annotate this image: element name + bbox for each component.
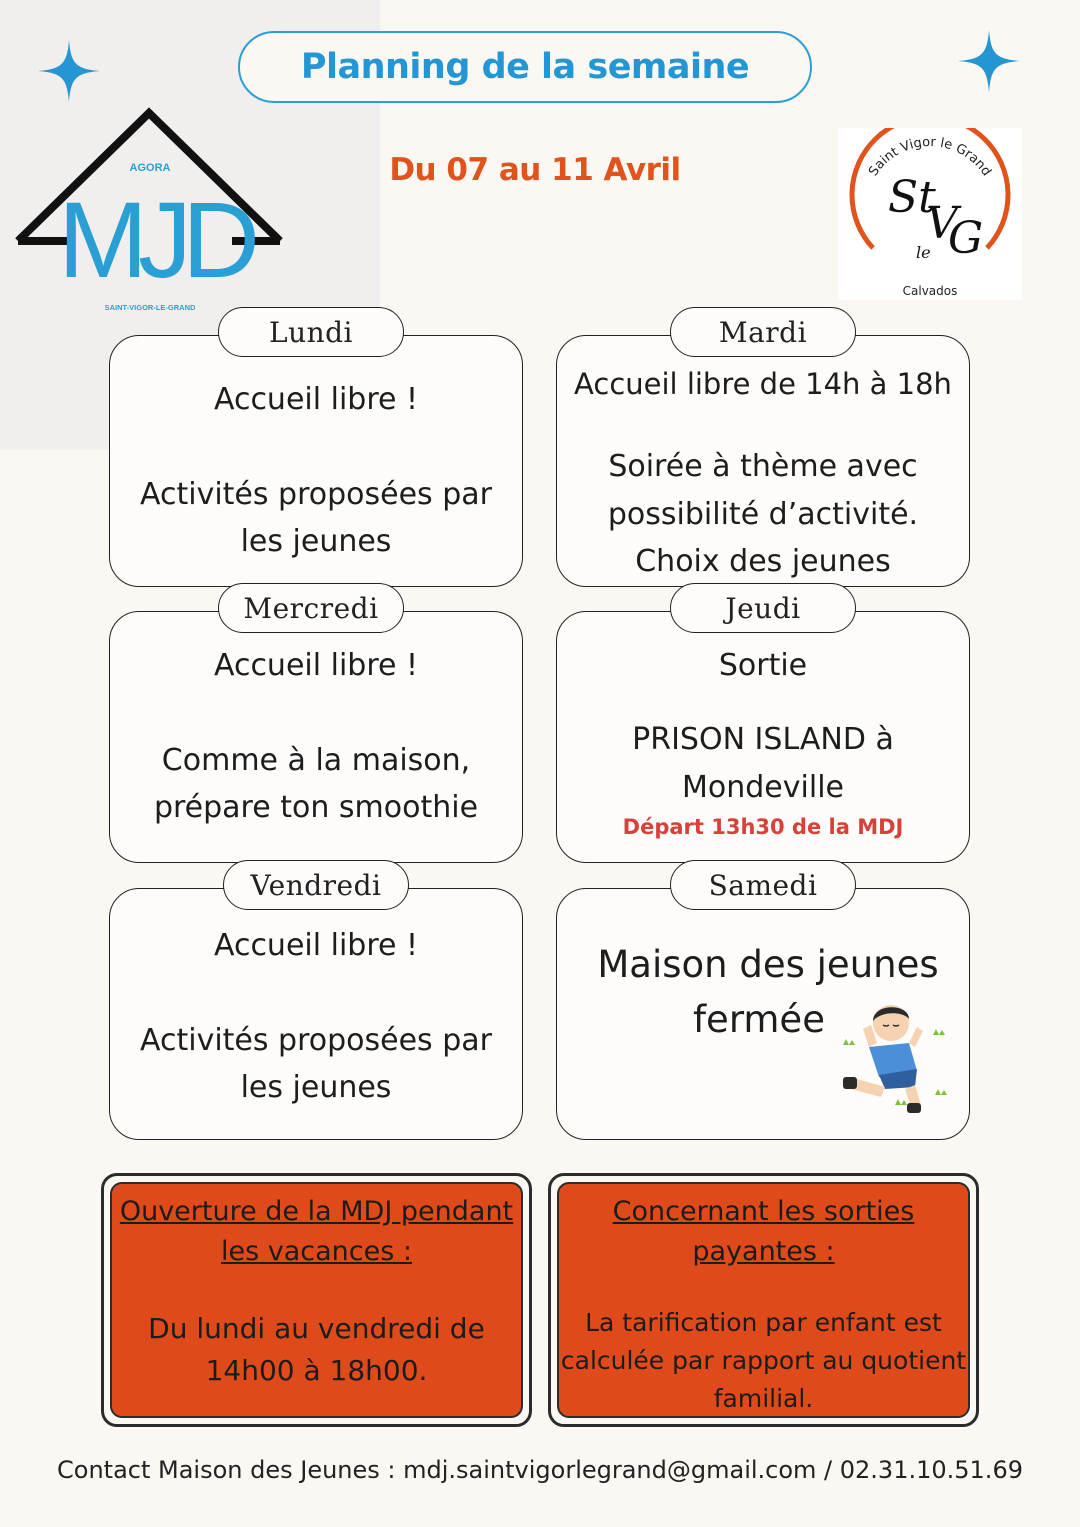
day-line: Activités proposées par [139, 477, 492, 512]
logo-letters: MJD [58, 179, 250, 300]
page-title: Planning de la semaine [238, 31, 812, 103]
day-line: Maison des jeunes [597, 943, 939, 986]
day-label-samedi: Samedi [670, 860, 856, 910]
day-line: fermée [693, 998, 825, 1041]
logo-v: V [926, 198, 958, 249]
day-line: Mondeville [682, 770, 844, 805]
day-label-mardi: Mardi [670, 307, 856, 357]
day-line: Activités proposées par [139, 1023, 492, 1058]
info-box-opening [101, 1173, 532, 1427]
day-card-vendredi [109, 888, 523, 1140]
logo-g: G [948, 213, 984, 264]
day-label-mercredi: Mercredi [218, 583, 404, 633]
day-label-lundi: Lundi [218, 307, 404, 357]
day-line: Accueil libre ! [213, 382, 419, 417]
sparkle-icon [958, 30, 1020, 92]
logo-top-text: AGORA [129, 162, 171, 174]
day-card-jeudi [556, 611, 970, 863]
info-body: 14h00 à 18h00. [205, 1354, 428, 1387]
info-box-paid-outings-panel [557, 1182, 970, 1418]
departure-note: Départ 13h30 de la MDJ [622, 815, 904, 839]
day-line: PRISON ISLAND à [632, 722, 894, 757]
day-card-samedi [556, 888, 970, 1140]
sparkle-icon [38, 40, 100, 102]
day-card-mardi [556, 335, 970, 587]
day-line: Accueil libre ! [213, 928, 419, 963]
day-line: Choix des jeunes [635, 544, 891, 579]
logo-bottom-text: SAINT-VIGOR-LE-GRAND [104, 303, 196, 312]
day-line: Accueil libre ! [213, 648, 419, 683]
info-body: La tarification par enfant est [585, 1308, 942, 1337]
day-line: Soirée à thème avec [608, 449, 918, 484]
day-label-jeudi: Jeudi [670, 583, 856, 633]
day-line: les jeunes [240, 524, 392, 559]
day-line: Sortie [718, 648, 808, 683]
info-body: familial. [713, 1384, 814, 1413]
day-line: Comme à la maison, [161, 743, 471, 778]
day-card-lundi [109, 335, 523, 587]
info-title: payantes : [692, 1236, 835, 1267]
info-body: Du lundi au vendredi de [148, 1312, 485, 1345]
mjd-logo [12, 105, 290, 317]
contact-line: Contact Maison des Jeunes : mdj.saintvigorlegrand@gmail.com / 02.31.10.51.69 [57, 1456, 1023, 1484]
info-title: Ouverture de la MDJ pendant [119, 1196, 514, 1227]
info-body: calculée par rapport au quotient [560, 1346, 967, 1375]
day-line: les jeunes [240, 1070, 392, 1105]
resting-boy-icon [835, 997, 955, 1117]
info-title: les vacances : [221, 1236, 412, 1267]
day-line: possibilité d’activité. [607, 497, 919, 532]
logo-bottom-text: Calvados [902, 284, 958, 298]
logo-st: St [888, 172, 936, 223]
logo-arc-text: Saint Vigor le Grand [866, 134, 994, 180]
svg-logo [838, 128, 1022, 300]
date-range: Du 07 au 11 Avril [389, 152, 681, 188]
info-box-paid-outings [548, 1173, 979, 1427]
day-line: prépare ton smoothie [153, 790, 479, 825]
day-line: Accueil libre de 14h à 18h [574, 367, 952, 401]
day-card-mercredi [109, 611, 523, 863]
logo-le: le [916, 243, 931, 262]
info-box-opening-panel [110, 1182, 523, 1418]
info-title: Concernant les sorties [612, 1196, 915, 1227]
day-label-vendredi: Vendredi [223, 860, 409, 910]
